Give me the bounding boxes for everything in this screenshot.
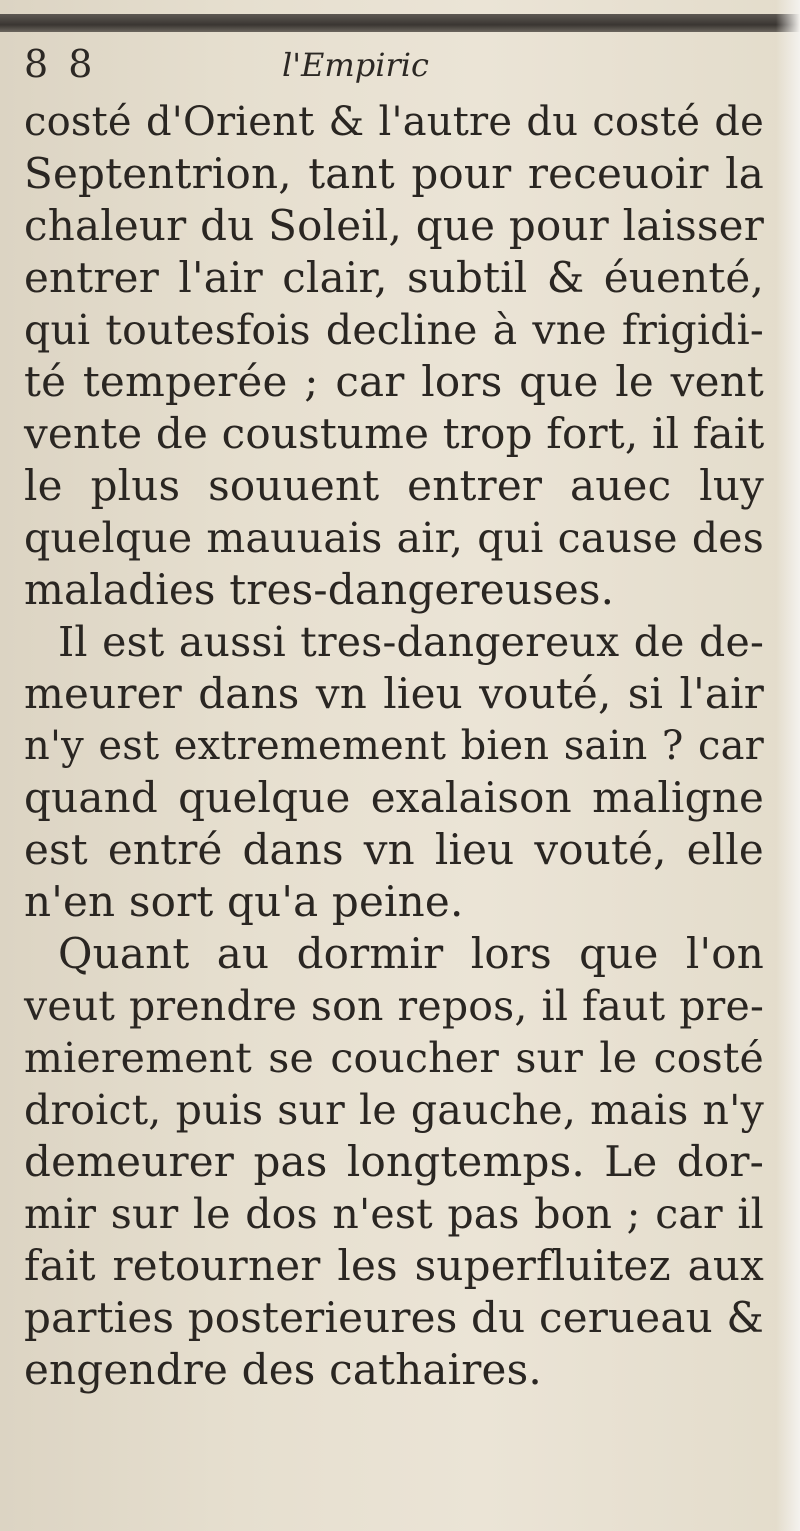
text-line: chaleur du Soleil, que pour laisser — [24, 201, 764, 250]
text-line: entrer l'air clair, subtil & éuenté, — [24, 253, 764, 302]
text-line: Septentrion, tant pour receuoir la — [24, 149, 764, 198]
text-line: n'en sort qu'a peine. — [24, 877, 464, 926]
text-line: fait retourner les superfluitez aux — [24, 1241, 764, 1290]
paragraph-2 — [24, 616, 764, 928]
text-line: droict, puis sur le gauche, mais n'y — [24, 1086, 764, 1134]
text-line: qui toutesfois decline à vne frigidi- — [24, 306, 764, 354]
page-body — [24, 96, 764, 1396]
text-line: n'y est extremement bien sain ? car — [24, 723, 764, 769]
text-line: parties posterieures du cerueau & — [24, 1293, 764, 1342]
text-line: maladies tres-dangereuses. — [24, 565, 615, 614]
text-line: quand quelque exalaison maligne — [24, 773, 764, 822]
text-line: quelque mauuais air, qui cause des — [24, 514, 764, 562]
text-line: demeurer pas longtemps. Le dor- — [24, 1137, 764, 1186]
text-line: engendre des cathaires. — [24, 1345, 542, 1394]
text-line: le plus souuent entrer auec luy — [24, 461, 764, 510]
paragraph-3 — [24, 928, 764, 1396]
text-line: mierement se coucher sur le costé — [24, 1034, 764, 1082]
page-edge — [776, 0, 800, 1531]
top-border — [0, 14, 800, 32]
text-line: veut prendre son repos, il faut pre- — [24, 982, 764, 1030]
page-number: 8 8 — [24, 42, 97, 86]
paragraph-1 — [24, 96, 764, 616]
text-line: Il est aussi tres-dangereux de de- — [58, 618, 764, 666]
text-line: té temperée ; car lors que le vent — [24, 357, 764, 406]
text-line: vente de coustume trop fort, il fait — [24, 409, 765, 458]
text-line: est entré dans vn lieu vouté, elle — [24, 825, 764, 874]
page-header — [24, 40, 764, 100]
text-line: mir sur le dos n'est pas bon ; car il — [24, 1190, 764, 1238]
text-line: Quant au dormir lors que l'on — [58, 929, 764, 978]
text-line: meurer dans vn lieu vouté, si l'air — [24, 669, 764, 718]
text-line: costé d'Orient & l'autre du costé de — [24, 99, 764, 145]
running-head: l'Empiric — [282, 46, 429, 84]
